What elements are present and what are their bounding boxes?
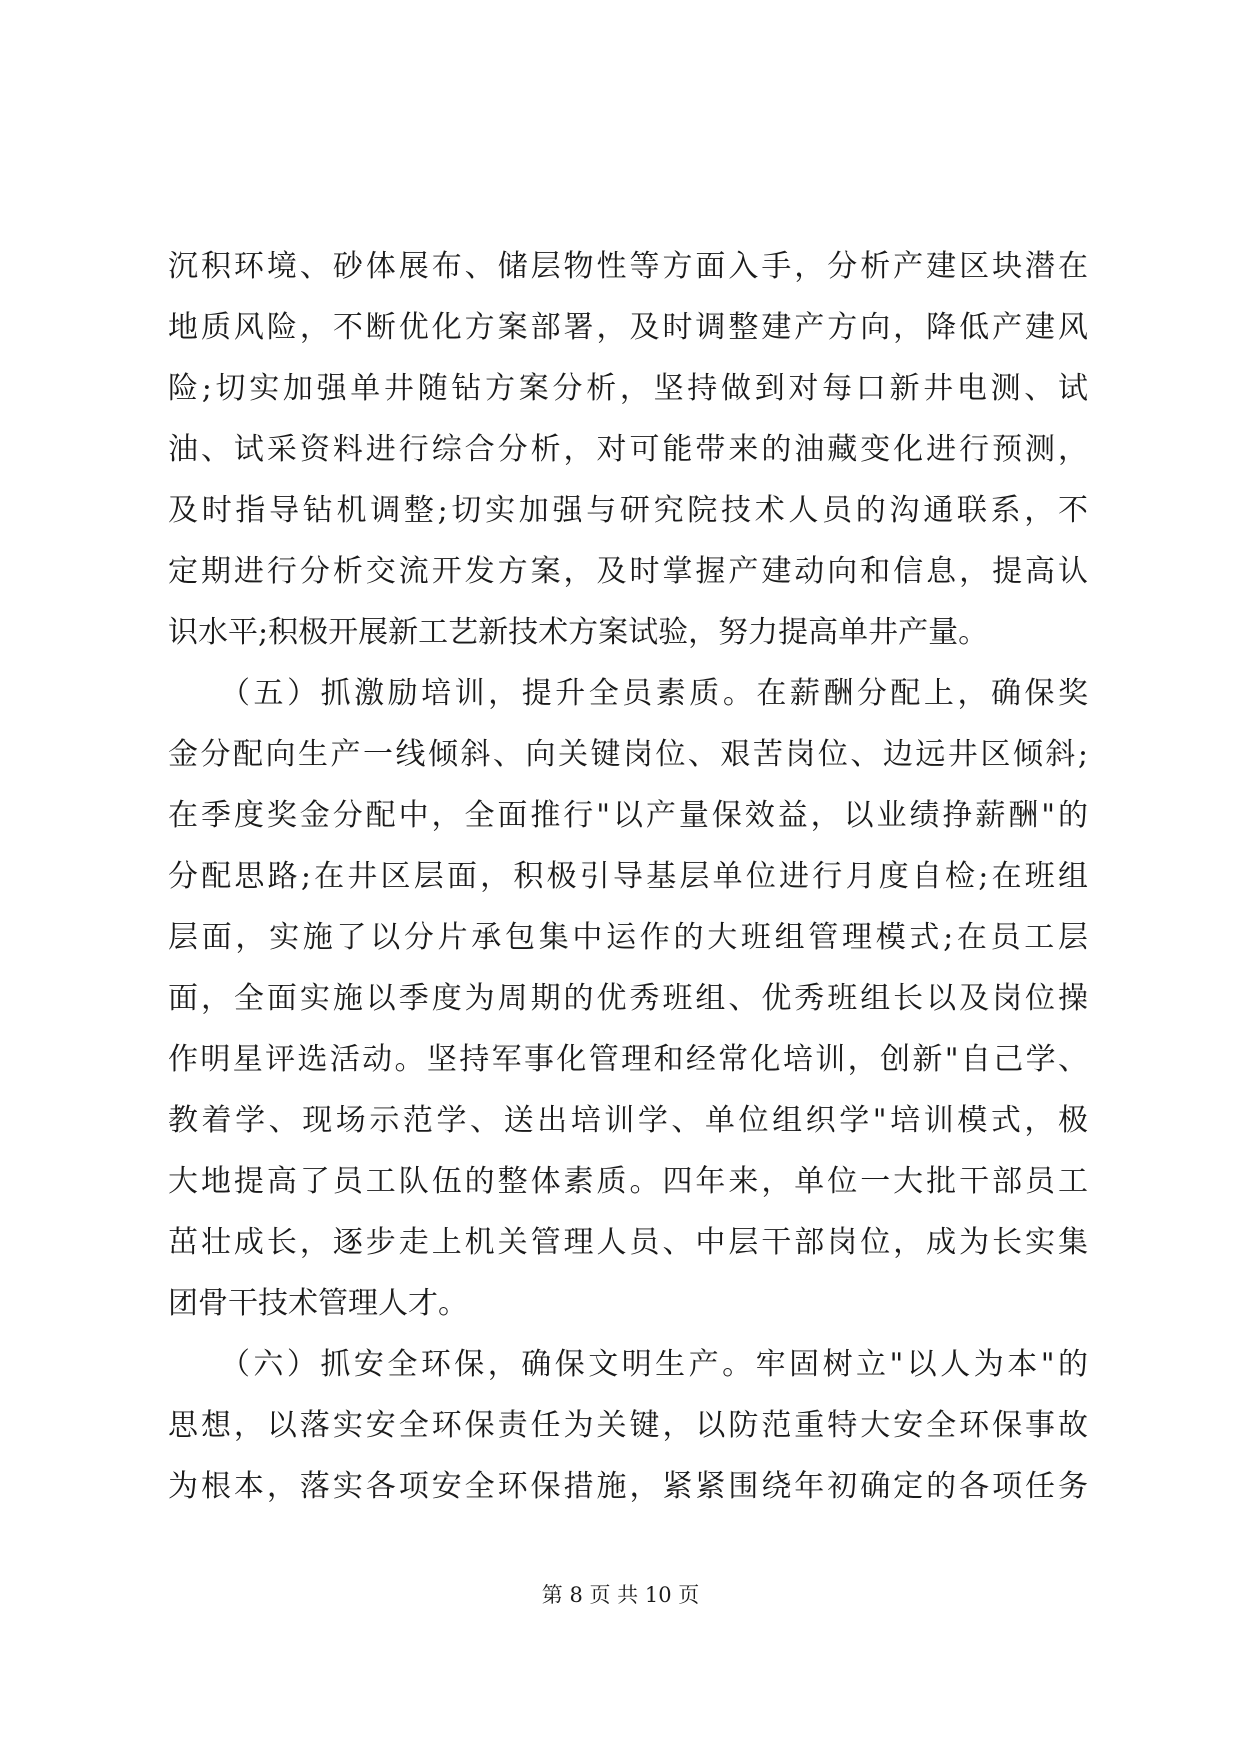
- text-line: 茁壮成长，逐步走上机关管理人员、中层干部岗位，成为长实集: [168, 1225, 1088, 1260]
- text-line: 在季度奖金分配中，全面推行"以产量保效益，以业绩挣薪酬"的: [168, 798, 1088, 833]
- text-line: 及时指导钻机调整;切实加强与研究院技术人员的沟通联系，不: [168, 493, 1088, 528]
- page-footer: [0, 1580, 1241, 1610]
- text-line: 作明星评选活动。坚持军事化管理和经常化培训，创新"自己学、: [168, 1042, 1088, 1077]
- body-text: [168, 236, 1088, 1517]
- text-line: 定期进行分析交流开发方案，及时掌握产建动向和信息，提高认: [168, 554, 1088, 589]
- text-line: 识水平;积极开展新工艺新技术方案试验，努力提高单井产量。: [168, 615, 989, 650]
- text-line: 团骨干技术管理人才。: [168, 1286, 468, 1321]
- text-line: 险;切实加强单井随钻方案分析，坚持做到对每口新井电测、试: [168, 371, 1088, 406]
- text-line: 思想，以落实安全环保责任为关键，以防范重特大安全环保事故: [168, 1408, 1088, 1443]
- text-line: 为根本，落实各项安全环保措施，紧紧围绕年初确定的各项任务: [168, 1469, 1088, 1504]
- text-line: （六）抓安全环保，确保文明生产。牢固树立"以人为本"的: [168, 1347, 1088, 1382]
- text-line: 油、试采资料进行综合分析，对可能带来的油藏变化进行预测，: [168, 432, 1088, 467]
- text-line: 面，全面实施以季度为周期的优秀班组、优秀班组长以及岗位操: [168, 981, 1088, 1016]
- page-number: 第 8 页 共 10 页: [541, 1583, 700, 1607]
- text-line: 地质风险，不断优化方案部署，及时调整建产方向，降低产建风: [168, 310, 1088, 345]
- text-line: 层面，实施了以分片承包集中运作的大班组管理模式;在员工层: [168, 920, 1088, 955]
- text-line: （五）抓激励培训，提升全员素质。在薪酬分配上，确保奖: [168, 676, 1088, 711]
- text-line: 分配思路;在井区层面，积极引导基层单位进行月度自检;在班组: [168, 859, 1088, 894]
- text-line: 大地提高了员工队伍的整体素质。四年来，单位一大批干部员工: [168, 1164, 1088, 1199]
- text-line: 沉积环境、砂体展布、储层物性等方面入手，分析产建区块潜在: [168, 249, 1088, 284]
- text-line: 教着学、现场示范学、送出培训学、单位组织学"培训模式，极: [168, 1103, 1088, 1138]
- text-line: 金分配向生产一线倾斜、向关键岗位、艰苦岗位、边远井区倾斜;: [168, 737, 1088, 772]
